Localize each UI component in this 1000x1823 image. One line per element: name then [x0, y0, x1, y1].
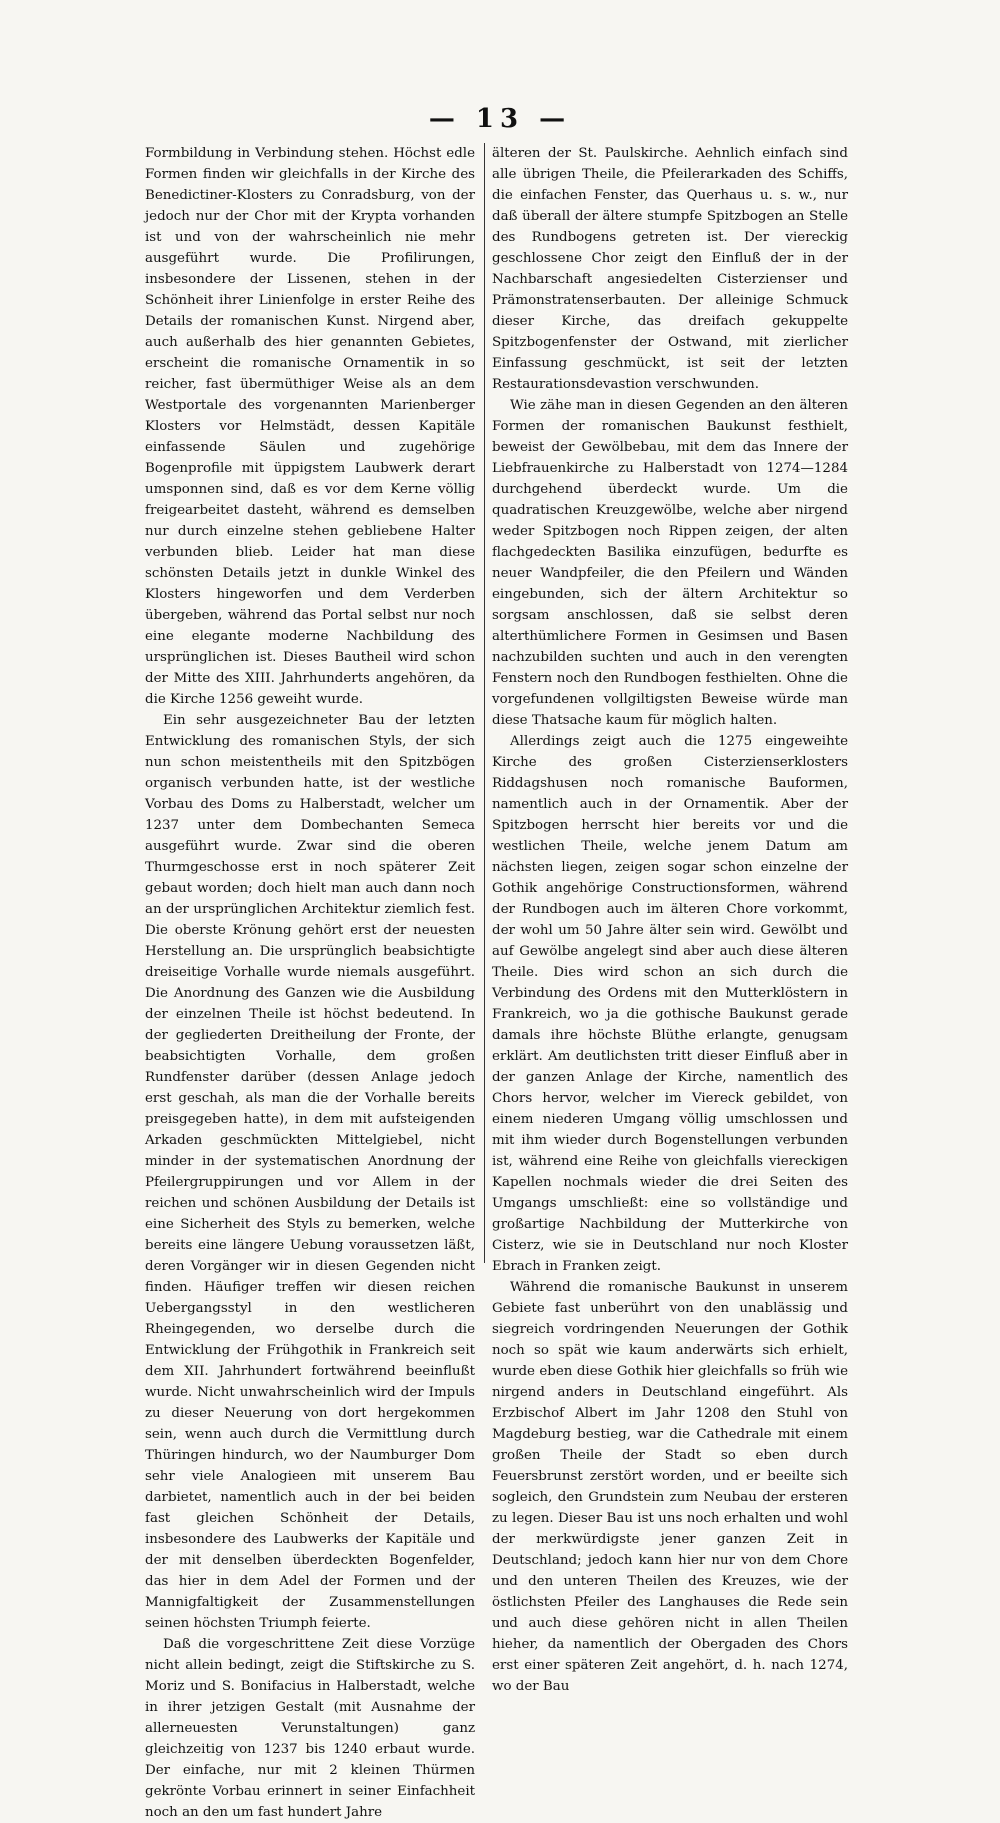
paragraph: Formbildung in Verbindung stehen. Höchst edle Formen finden wir gleichfalls in der Kirche des Benedictiner-Klosters zu Conradsburg, von der jedoch nur der Chor mit der Krypta vorhanden ist und von der wahrscheinlich nie mehr ausgeführt wurde. Die Profilirungen, insbesondere der Lissenen, stehen in der Schönheit ihrer Linienfolge in erster Reihe des Details der romanischen Kunst. Nirgend aber, auch außerhalb des hier genannten Gebietes, erscheint die romanische Ornamentik in so reicher, fast übermüthiger Weise als an dem Westportale des vorgenannten Marienberger Klosters vor Helmstädt, dessen Kapitäle einfassende Säulen und zugehörige Bogenprofile mit üppigstem Laubwerk derart umsponnen sind, daß es vor dem Kerne völlig freigearbeitet dasteht, während es demselben nur durch einzelne stehen gebliebene Halter verbunden blieb. Leider hat man diese schönsten Details jetzt in dunkle Winkel des Klosters hingeworfen und dem Verderben übergeben, während das Portal selbst nur noch eine elegante moderne Nachbildung des ursprünglichen ist. Dieses Bautheil wird schon der Mitte des XIII. Jahrhunderts angehören, da die Kirche 1256 geweiht wurde. [145, 146, 475, 707]
page-number: — 13 — [428, 104, 572, 134]
column-divider [484, 143, 485, 1263]
paragraph: Allerdings zeigt auch die 1275 eingeweihte Kirche des großen Cisterzienserklosters Riddagshusen noch romanische Bauformen, namentlich auch in der Ornamentik. Aber der Spitzbogen herrscht hier bereits vor und die westlichen Theile, welche jenem Datum am nächsten liegen, zeigen sogar schon einzelne der Gothik angehörige Constructionsformen, während der Rundbogen auch im älteren Chore vorkommt, der wohl um 50 Jahre älter sein wird. Gewölbt und auf Gewölbe angelegt sind aber auch diese älteren Theile. Dies wird schon an sich durch die Verbindung des Ordens mit den Mutterklöstern in Frankreich, wo ja die gothische Baukunst gerade damals ihre höchste Blüthe erlangte, genugsam erklärt. Am deutlichsten tritt dieser Einfluß aber in der ganzen Anlage der Kirche, namentlich des Chors hervor, welcher im Viereck gebildet, von einem niederen Umgang völlig umschlossen und mit ihm wieder durch Bogenstellungen verbunden ist, während eine Reihe von gleichfalls viereckigen Kapellen nochmals wieder die drei Seiten des Umgangs umschließt: eine so vollständige und großartige Nachbildung der Mutterkirche von Cisterz, wie sie in Deutschland nur noch Kloster Ebrach in Franken zeigt. [492, 734, 848, 1274]
paragraph: Daß die vorgeschrittene Zeit diese Vorzüge nicht allein bedingt, zeigt die Stiftskirche zu S. Moriz und S. Bonifacius in Halberstadt, welche in ihrer jetzigen Gestalt (mit Ausnahme der allerneuesten Verunstaltungen) ganz gleichzeitig von 1237 bis 1240 erbaut wurde. Der einfache, nur mit 2 kleinen Thürmen gekrönte Vorbau erinnert in seiner Einfachheit noch an den um fast hundert Jahre [145, 1637, 475, 1820]
paragraph: Wie zähe man in diesen Gegenden an den älteren Formen der romanischen Baukunst festhielt, beweist der Gewölbebau, mit dem das Innere der Liebfrauenkirche zu Halberstadt von 1274—1284 durchgehend überdeckt wurde. Um die quadratischen Kreuzgewölbe, welche aber nirgend weder Spitzbogen noch Rippen zeigen, der alten flachgedeckten Basilika einzufügen, bedurfte es neuer Wandpfeiler, die den Pfeilern und Wänden eingebunden, sich der ältern Architektur so sorgsam anschlossen, daß sie selbst deren alterthümlichere Formen in Gesimsen und Basen nachzubilden suchten und auch in den verengten Fenstern noch den Rundbogen festhielten. Ohne die vorgefundenen vollgiltigsten Beweise würde man diese Thatsache kaum für möglich halten. [492, 398, 848, 728]
right-column [492, 143, 848, 1697]
paragraph: älteren der St. Paulskirche. Aehnlich einfach sind alle übrigen Theile, die Pfeilerarkaden des Schiffs, die einfachen Fenster, das Querhaus u. s. w., nur daß überall der ältere stumpfe Spitzbogen an Stelle des Rundbogens getreten ist. Der viereckig geschlossene Chor zeigt den Einfluß der in der Nachbarschaft angesiedelten Cisterzienser und Prämonstratenserbauten. Der alleinige Schmuck dieser Kirche, das dreifach gekuppelte Spitzbogenfenster der Ostwand, mit zierlicher Einfassung geschmückt, ist seit der letzten Restaurationsdevastion verschwunden. [492, 146, 848, 392]
paragraph: Während die romanische Baukunst in unserem Gebiete fast unberührt von den unablässig und siegreich vordringenden Neuerungen der Gothik noch so spät wie kaum anderwärts sich erhielt, wurde eben diese Gothik hier gleichfalls so früh wie nirgend anders in Deutschland eingeführt. Als Erzbischof Albert im Jahr 1208 den Stuhl von Magdeburg bestieg, war die Cathedrale mit einem großen Theile der Stadt so eben durch Feuersbrunst zerstört worden, und er beeilte sich sogleich, den Grundstein zum Neubau der ersteren zu legen. Dieser Bau ist uns noch erhalten und wohl der merkwürdigste jener ganzen Zeit in Deutschland; jedoch kann hier nur von dem Chore und den unteren Theilen des Kreuzes, wie der östlichsten Pfeiler des Langhauses die Rede sein und auch diese gehören nicht in allen Theilen hieher, da namentlich der Obergaden des Chors erst einer späteren Zeit angehört, d. h. nach 1274, wo der Bau [492, 1280, 848, 1694]
paragraph: Ein sehr ausgezeichneter Bau der letzten Entwicklung des romanischen Styls, der sich nun schon meistentheils mit den Spitzbögen organisch verbunden hatte, ist der westliche Vorbau des Doms zu Halberstadt, welcher um 1237 unter dem Dombechanten Semeca ausgeführt wurde. Zwar sind die oberen Thurmgeschosse erst in noch späterer Zeit gebaut worden; doch hielt man auch dann noch an der ursprünglichen Architektur ziemlich fest. Die oberste Krönung gehört erst der neuesten Herstellung an. Die ursprünglich beabsichtigte dreiseitige Vorhalle wurde niemals ausgeführt. Die Anordnung des Ganzen wie die Ausbildung der einzelnen Theile ist höchst bedeutend. In der gegliederten Dreitheilung der Fronte, der beabsichtigten Vorhalle, dem großen Rundfenster darüber (dessen Anlage jedoch erst geschah, als man die der Vorhalle bereits preisgegeben hatte), in dem mit aufsteigenden Arkaden geschmückten Mittelgiebel, nicht minder in der systematischen Anordnung der Pfeilergruppirungen und vor Allem in der reichen und schönen Ausbildung der Details ist eine Sicherheit des Styls zu bemerken, welche bereits eine längere Uebung voraussetzen läßt, deren Vorgänger wir in diesen Gegenden nicht finden. Häufiger treffen wir diesen reichen Uebergangsstyl in den westlicheren Rheingegenden, wo derselbe durch die Entwicklung der Frühgothik in Frankreich seit dem XII. Jahrhundert fortwährend beeinflußt wurde. Nicht unwahrscheinlich wird der Impuls zu dieser Neuerung von dort hergekommen sein, wenn auch durch die Vermittlung durch Thüringen hindurch, wo der Naumburger Dom sehr viele Analogieen mit unserem Bau darbietet, namentlich auch in der bei beiden fast gleichen Schönheit der Details, insbesondere des Laubwerks der Kapitäle und der mit denselben überdeckten Bogenfelder, das hier in dem Adel der Formen und der Mannigfaltigkeit der Zusammenstellungen seinen höchsten Triumph feierte. [145, 713, 475, 1631]
left-column [145, 143, 475, 1823]
